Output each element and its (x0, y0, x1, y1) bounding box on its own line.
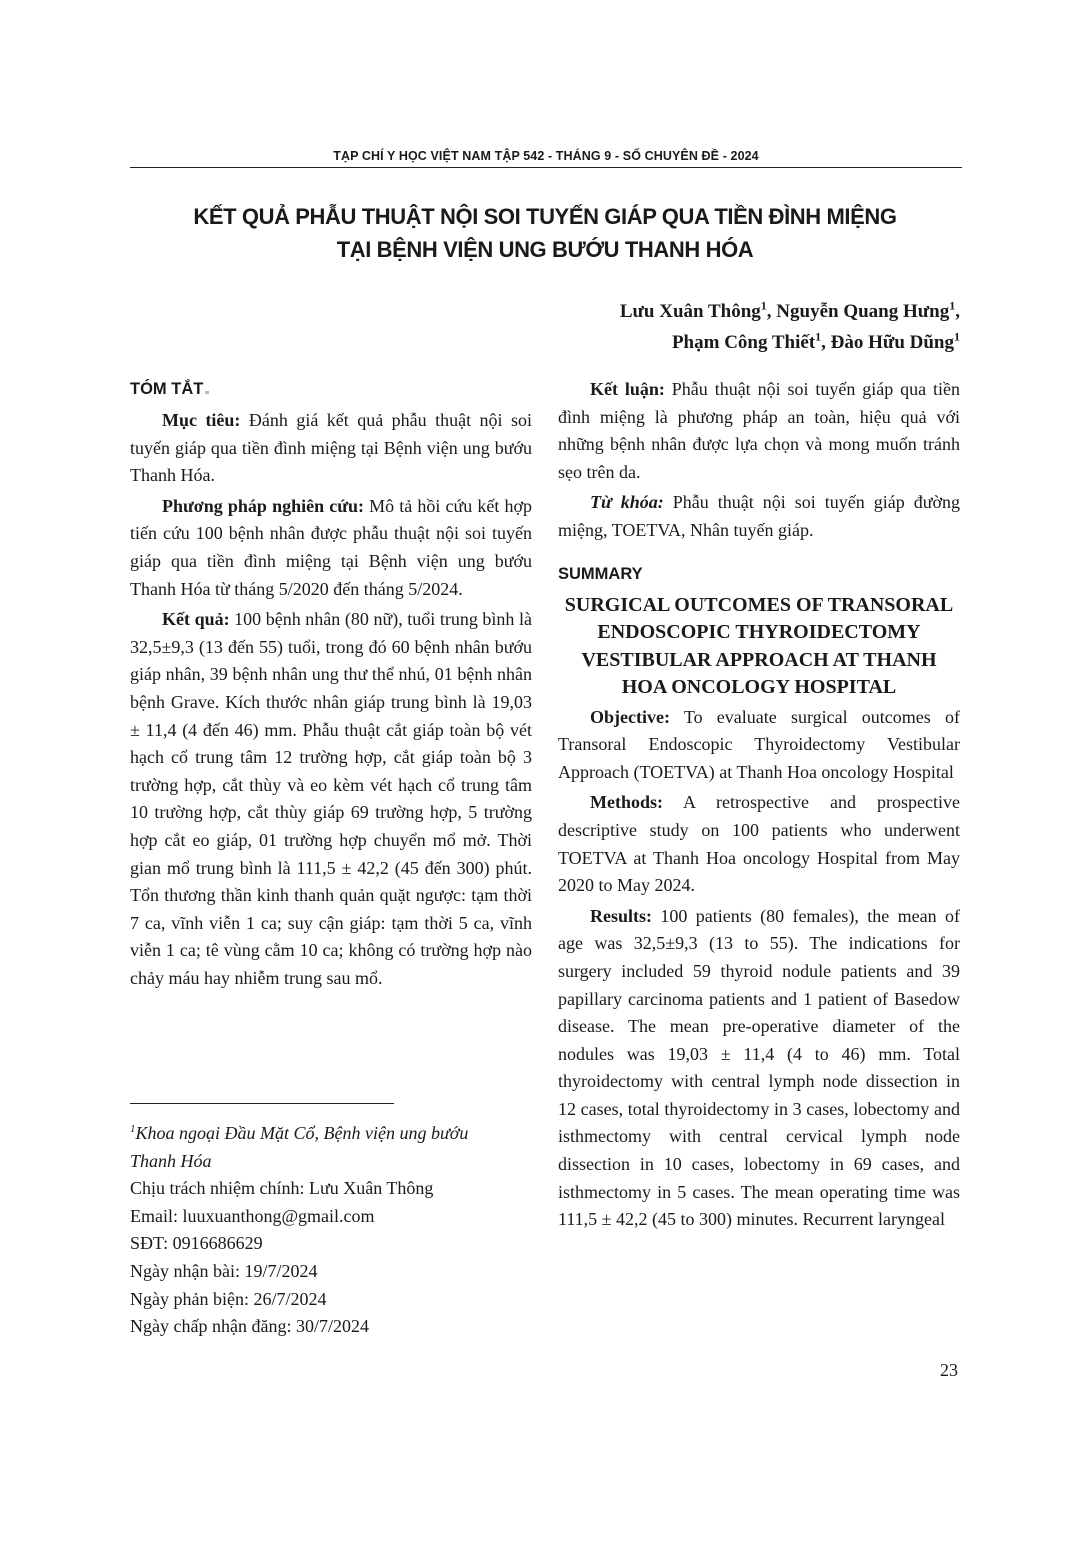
footnotes (130, 1116, 532, 1341)
footnote-mark: 1 (130, 1123, 136, 1135)
results-label: Kết quả: (162, 609, 230, 630)
author-line-2 (620, 327, 960, 358)
methods-text: Mô tả hồi cứu kết hợp tiến cứu 100 bệnh nhân được phẫu thuật nội soi tuyến giáp qua tiền đình miệng tại Bệnh viện ung bướu Thanh Hóa từ tháng 5/2020 đến tháng 5/2024. (130, 495, 533, 599)
article-title (100, 200, 990, 266)
received-date: Ngày nhận bài: 19/7/2024 (130, 1260, 318, 1281)
en-results-text: 100 patients (80 females), the mean of age was 32,5±9,3 (13 to 55). The indications for surgery included 59 thyroid nodule patients and 39 papillary carcinoma patients and 1 patient of Basedow disease. The mean pre-operative diameter of the nodules was 19,03 ± 11,4 (4 to 46) mm. Total thyroidectomy with central lymph node dissection in 12 cases, total thyroidectomy in 3 cases, lobectomy and isthmectomy with central cervical lymph node dissection in 10 cases, lobectomy in 69 cases, and isthmectomy in 5 cases. The mean operating time was 111,5 ± 42,2 (45 to 300) minutes. Recurrent laryngeal (558, 905, 960, 1230)
affiliation-mark: 1 (954, 329, 960, 344)
affiliation-mark: 1 (815, 329, 822, 344)
results-paragraph (130, 606, 532, 992)
right-column (558, 376, 960, 1237)
keywords-label: Từ khóa: (590, 492, 664, 513)
objective-label: Mục tiêu: (162, 410, 241, 430)
title-line-2: TẠI BỆNH VIỆN UNG BƯỚU THANH HÓA (336, 237, 754, 262)
results-text: 100 bệnh nhân (80 nữ), tuổi trung bình là 32,5±9,3 (13 đến 55) tuổi, trong đó 60 bệnh nhân bướu giáp nhân, 39 bệnh nhân ung thư thể nhú, 01 bệnh nhân bệnh Grave. Kích thước nhân giáp trung bình là 19,03 ± 11,4 (4 đến 46) mm. Phẫu thuật cắt giáp toàn bộ vét hạch cổ trung tâm 12 trường hợp, cắt giáp toàn bộ 3 trường hợp, cắt thùy và eo kèm vét hạch cổ trung tâm 10 trường hợp, cắt thùy giáp 69 trường hợp, 5 trường hợp cắt eo giáp, 01 trường hợp chuyển mổ mở. Thời gian mổ trung bình là 111,5 ± 42,2 (45 đến 300) phút. Tổn thương thần kinh thanh quản quặt ngược: tạm thời 7 ca, vĩnh viễn 1 ca; suy cận giáp: tạm thời 5 ca, vĩnh viễn 1 ca; tê vùng cằm 10 ca; không có trường hợp nào chảy máu hay nhiễm trung sau mổ. (130, 609, 532, 988)
en-objective-text: To evaluate surgical outcomes of Transoral Endoscopic Thyroidectomy Vestibular Approach (TOETVA) at Thanh Hoa oncology Hospital (558, 706, 960, 782)
page-number: 23 (940, 1360, 958, 1380)
abstract-heading (130, 376, 532, 403)
objective-text: Đánh giá kết quả phẫu thuật nội soi tuyến giáp qua tiền đình miệng tại Bệnh viện ung bướu Thanh Hóa. (130, 410, 532, 486)
accepted-date: Ngày chấp nhận đăng: 30/7/2024 (130, 1316, 369, 1337)
author-name: Đào Hữu Dũng (830, 332, 954, 353)
methods-paragraph (130, 493, 532, 603)
title-line-1: KẾT QUẢ PHẪU THUẬT NỘI SOI TUYẾN GIÁP QUA TIỀN ĐÌNH MIỆNG (193, 204, 897, 229)
summary-title: SURGICAL OUTCOMES OF TRANSORAL ENDOSCOPIC THYROIDECTOMY VESTIBULAR APPROACH AT THANH HOA ONCOLOGY HOSPITAL (564, 593, 954, 699)
en-methods-paragraph (558, 789, 960, 899)
en-results-paragraph (558, 903, 960, 1234)
journal-header: TẠP CHÍ Y HỌC VIỆT NAM TẬP 542 - THÁNG 9 - SỐ CHUYÊN ĐỀ - 2024 (333, 149, 759, 163)
objective-paragraph (130, 407, 532, 490)
affiliation-text: Khoa ngoại Đầu Mặt Cổ, Bệnh viện ung bướu (135, 1123, 469, 1143)
conclusion-paragraph (558, 376, 960, 486)
en-objective-label: Objective: (590, 706, 670, 727)
author-list (620, 296, 960, 358)
en-methods-label: Methods: (590, 792, 663, 813)
affiliation-line-2: Thanh Hóa (130, 1150, 212, 1171)
left-column (130, 376, 532, 995)
reviewed-date: Ngày phản biện: 26/7/2024 (130, 1288, 327, 1309)
author-name: Nguyễn Quang Hưng (776, 301, 950, 322)
conclusion-label: Kết luận: (590, 379, 665, 399)
author-separator: , (766, 301, 777, 322)
affiliation-line (130, 1116, 532, 1148)
affiliation-mark: 1 (760, 298, 767, 313)
author-name: Phạm Công Thiết (671, 332, 816, 353)
author-name: Lưu Xuân Thông (619, 301, 761, 322)
email-line: Email: luuxuanthong@gmail.com (130, 1205, 375, 1226)
heading-mark-icon (205, 391, 209, 394)
en-objective-paragraph (558, 704, 960, 787)
author-separator: , (821, 332, 831, 353)
keywords-text: Phẫu thuật nội soi tuyến giáp đường miệng, TOETVA, Nhân tuyến giáp. (558, 492, 960, 540)
keywords-paragraph (558, 489, 960, 544)
responsible-author: Chịu trách nhiệm chính: Lưu Xuân Thông (130, 1178, 434, 1199)
abstract-heading-text: TÓM TẮT (130, 380, 204, 398)
affiliation-mark: 1 (949, 298, 956, 313)
summary-heading: SUMMARY (558, 564, 643, 583)
author-separator: , (955, 301, 960, 322)
footnote-rule (130, 1103, 394, 1104)
methods-label: Phương pháp nghiên cứu: (162, 495, 365, 516)
author-line-1 (620, 296, 960, 327)
en-methods-text: A retrospective and prospective descriptive study on 100 patients who underwent TOETVA at Thanh Hoa oncology Hospital from May 2020 to May 2024. (558, 792, 960, 896)
phone-line: SĐT: 0916686629 (130, 1233, 263, 1254)
en-results-label: Results: (590, 905, 652, 926)
header-rule (130, 167, 962, 168)
conclusion-text: Phẫu thuật nội soi tuyến giáp qua tiền đình miệng là phương pháp an toàn, hiệu quả với những bệnh nhân được lựa chọn và mong muốn tránh sẹo trên da. (558, 379, 960, 482)
